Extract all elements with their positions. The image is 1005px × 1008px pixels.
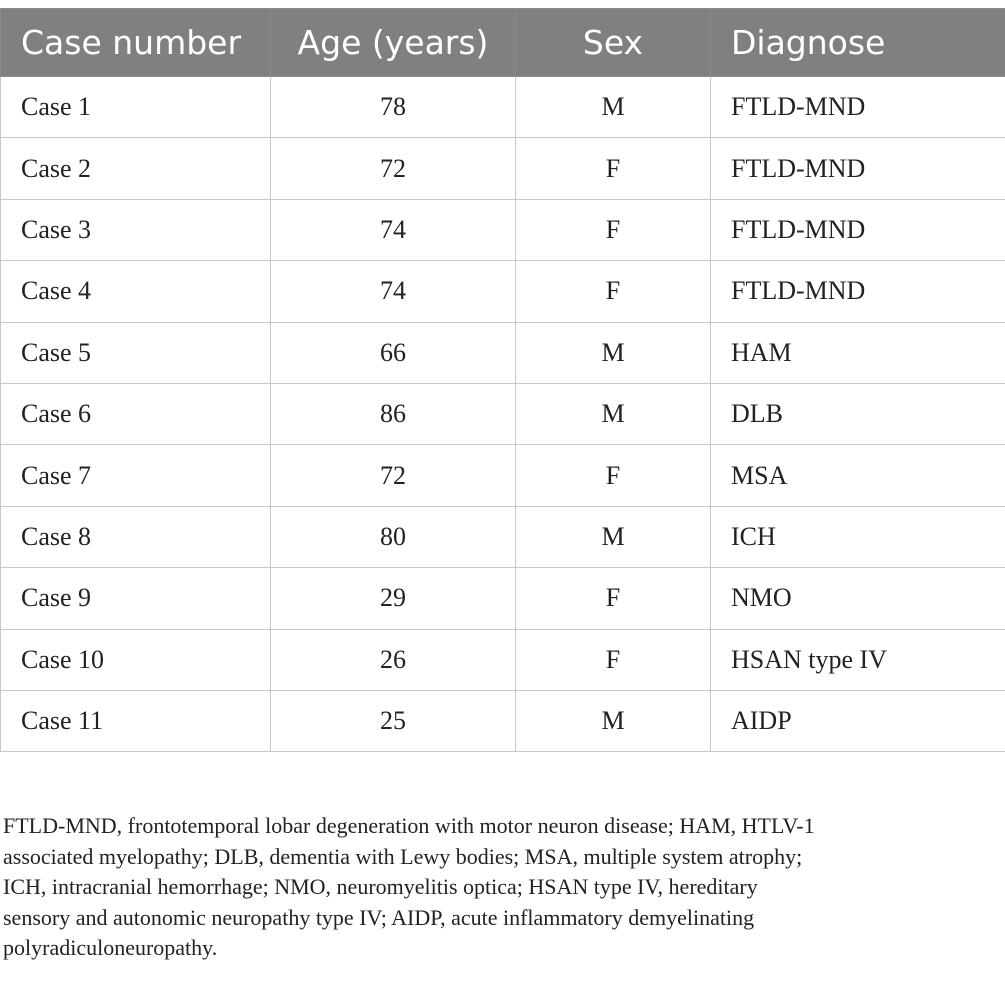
cell-sex: F <box>516 568 711 629</box>
cell-case: Case 11 <box>1 690 271 751</box>
cell-sex: M <box>516 506 711 567</box>
cell-sex: M <box>516 690 711 751</box>
cell-case: Case 8 <box>1 506 271 567</box>
footnote-line: ICH, intracranial hemorrhage; NMO, neuromyelitis optica; HSAN type IV, hereditary <box>3 874 758 899</box>
cell-age: 74 <box>271 199 516 260</box>
cell-age: 29 <box>271 568 516 629</box>
cell-age: 72 <box>271 445 516 506</box>
cell-case: Case 5 <box>1 322 271 383</box>
cell-diagnose: FTLD-MND <box>711 261 1005 322</box>
cell-sex: M <box>516 77 711 138</box>
cell-diagnose: NMO <box>711 568 1005 629</box>
table-row <box>1 629 1005 690</box>
cell-diagnose: AIDP <box>711 690 1005 751</box>
cell-diagnose: FTLD-MND <box>711 138 1005 199</box>
cell-diagnose: DLB <box>711 383 1005 444</box>
cell-age: 72 <box>271 138 516 199</box>
header-age: Age (years) <box>271 9 516 77</box>
cell-age: 25 <box>271 690 516 751</box>
cell-sex: F <box>516 629 711 690</box>
footnote-line: sensory and autonomic neuropathy type IV; AIDP, acute inflammatory demyelinating <box>3 904 755 930</box>
cell-case: Case 7 <box>1 445 271 506</box>
cell-case: Case 9 <box>1 568 271 629</box>
header-case-number: Case number <box>1 9 271 77</box>
cell-sex: F <box>516 199 711 260</box>
cell-diagnose: HAM <box>711 322 1005 383</box>
cell-case: Case 10 <box>1 629 271 690</box>
cell-case: Case 6 <box>1 383 271 444</box>
header-diagnose: Diagnose <box>711 9 1005 77</box>
header-sex: Sex <box>516 9 711 77</box>
cell-case: Case 2 <box>1 138 271 199</box>
table-row <box>1 383 1005 444</box>
cell-diagnose: HSAN type IV <box>711 629 1005 690</box>
cell-diagnose: FTLD-MND <box>711 77 1005 138</box>
table-row <box>1 261 1005 322</box>
cell-age: 80 <box>271 506 516 567</box>
table-row <box>1 138 1005 199</box>
cell-age: 78 <box>271 77 516 138</box>
table-row <box>1 77 1005 138</box>
table-row <box>1 568 1005 629</box>
cell-sex: F <box>516 261 711 322</box>
cell-case: Case 1 <box>1 77 271 138</box>
table-row <box>1 445 1005 506</box>
case-table <box>0 8 1005 752</box>
cell-age: 66 <box>271 322 516 383</box>
cell-case: Case 3 <box>1 199 271 260</box>
table-row <box>1 322 1005 383</box>
cell-age: 86 <box>271 383 516 444</box>
table-footnote <box>3 811 1003 964</box>
cell-diagnose: MSA <box>711 445 1005 506</box>
cell-diagnose: FTLD-MND <box>711 199 1005 260</box>
cell-age: 26 <box>271 629 516 690</box>
cell-case: Case 4 <box>1 261 271 322</box>
cell-sex: F <box>516 445 711 506</box>
cell-age: 74 <box>271 261 516 322</box>
table-row <box>1 690 1005 751</box>
cell-sex: F <box>516 138 711 199</box>
table-row <box>1 199 1005 260</box>
cell-sex: M <box>516 322 711 383</box>
footnote-line: FTLD-MND, frontotemporal lobar degeneration with motor neuron disease; HAM, HTLV-1 <box>3 813 815 838</box>
cell-sex: M <box>516 383 711 444</box>
cell-diagnose: ICH <box>711 506 1005 567</box>
table-row <box>1 506 1005 567</box>
footnote-line: associated myelopathy; DLB, dementia with Lewy bodies; MSA, multiple system atrophy; <box>3 843 803 869</box>
header-row <box>1 9 1005 77</box>
footnote-line: polyradiculoneuropathy. <box>3 935 218 960</box>
